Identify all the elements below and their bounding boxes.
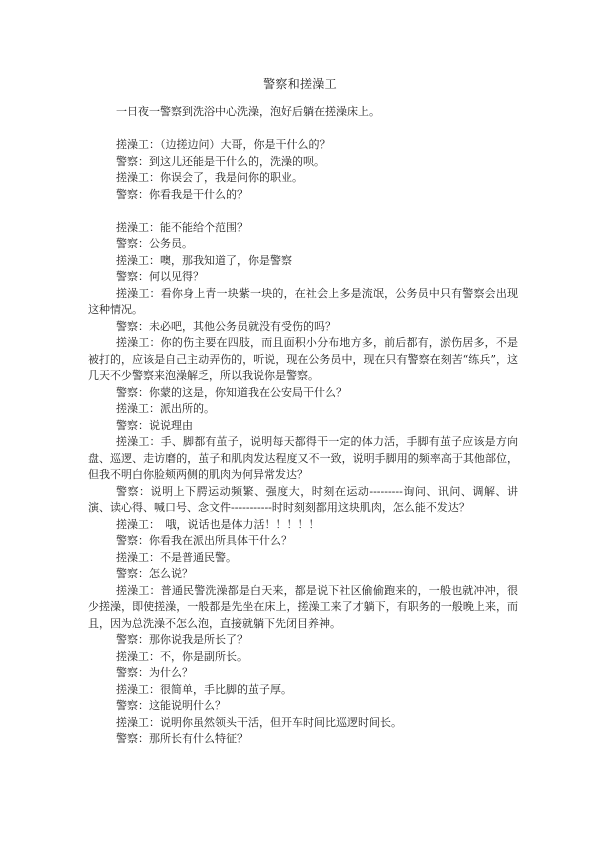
dialogue-line: 警察：那你说我是所长了？ xyxy=(116,633,248,646)
dialogue-line: 警察：这能说明什么？ xyxy=(116,699,226,712)
dialogue-line: 搓澡工：说明你虽然领头干活，但开车时间比巡逻时间长。 xyxy=(116,715,402,729)
dialogue-line: 搓澡工：噢，那我知道了，你是警察 xyxy=(116,253,292,267)
dialogue-line: 警察：公务员。 xyxy=(116,237,193,250)
dialogue-line: 警察：你看我在派出所具体干什么？ xyxy=(116,534,292,547)
dialogue-line: 搓澡工：不，你是副所长。 xyxy=(116,649,248,663)
document-body xyxy=(88,104,518,748)
dialogue-line: 警察：你蒙的这是，你知道我在公安局干什么？ xyxy=(116,385,347,399)
dialogue-line: 警察：到这儿还能是干什么的，洗澡的呗。 xyxy=(116,154,325,168)
intro-paragraph: 一日夜一警察到洗浴中心洗澡，泡好后躺在搓澡床上。 xyxy=(116,105,380,118)
dialogue-line: 警察：何以见得？ xyxy=(116,270,204,283)
dialogue-line: 搓澡工：很简单，手比脚的茧子厚。 xyxy=(116,682,292,696)
spacer xyxy=(88,121,518,138)
dialogue-line: 警察：说说理由 xyxy=(116,418,193,432)
page-title: 警察和搓澡工 xyxy=(263,77,337,91)
dialogue-line: 警察：说明上下腭运动频繁、强度大，时刻在运动---------询问、讯问、调解、讲演、读心得、喊口号、念文件-----------时时刻刻都用这块肌肉，怎么能不发达？ xyxy=(88,484,518,514)
dialogue-line: 搓澡工：你的伤主要在四肢，而且面积小分布地方多，前后都有，淤伤居多，不是被打的，应该是自己主动弄伤的，听说，现在公务员中，现在只有警察在刻苦“练兵”，这几天不少警察来泡澡解乏，所以我说你是警察。 xyxy=(88,336,518,382)
dialogue-line: 搓澡工： 哦，说话也是体力活！！！！！ xyxy=(116,517,320,531)
dialogue-line: 警察：未必吧，其他公务员就没有受伤的吗？ xyxy=(116,319,336,333)
spacer xyxy=(88,203,518,220)
dialogue-line: 搓澡工：能不能给个范围？ xyxy=(116,220,248,234)
dialogue-line: 搓澡工：不是普通民警。 xyxy=(116,550,237,564)
dialogue-line: 搓澡工：手、脚都有茧子，说明每天都得干一定的体力活，手脚有茧子应该是方向盘、巡逻、走访磨的，茧子和肌肉发达程度又不一致，说明手脚用的频率高于其他部位，但我不明白你脸颊两侧的肌肉为何异常发达？ xyxy=(88,435,518,481)
dialogue-line: 搓澡工：派出所的。 xyxy=(116,402,215,415)
dialogue-line: 警察：为什么？ xyxy=(116,666,193,679)
dialogue-line: 警察：你看我是干什么的？ xyxy=(116,187,248,201)
dialogue-line: 搓澡工：普通民警洗澡都是白天来，都是说下社区偷偷跑来的，一般也就冲冲，很少搓澡，即使搓澡，一般都是先坐在床上，搓澡工来了才躺下，有职务的一般晚上来，而且，因为总洗澡不怎么泡，直接就躺下先闭目养神。 xyxy=(88,583,518,630)
dialogue-line: 搓澡工：看你身上青一块紫一块的，在社会上多是流氓，公务员中只有警察会出现这种情况。 xyxy=(88,286,518,316)
dialogue-line: 搓澡工：（边搓边问）大哥，你是干什么的？ xyxy=(116,138,331,151)
dialogue-line: 警察：怎么说？ xyxy=(116,567,193,580)
dialogue-line: 搓澡工：你误会了，我是问你的职业。 xyxy=(116,171,303,184)
dialogue-line: 警察：那所长有什么特征？ xyxy=(116,732,248,745)
